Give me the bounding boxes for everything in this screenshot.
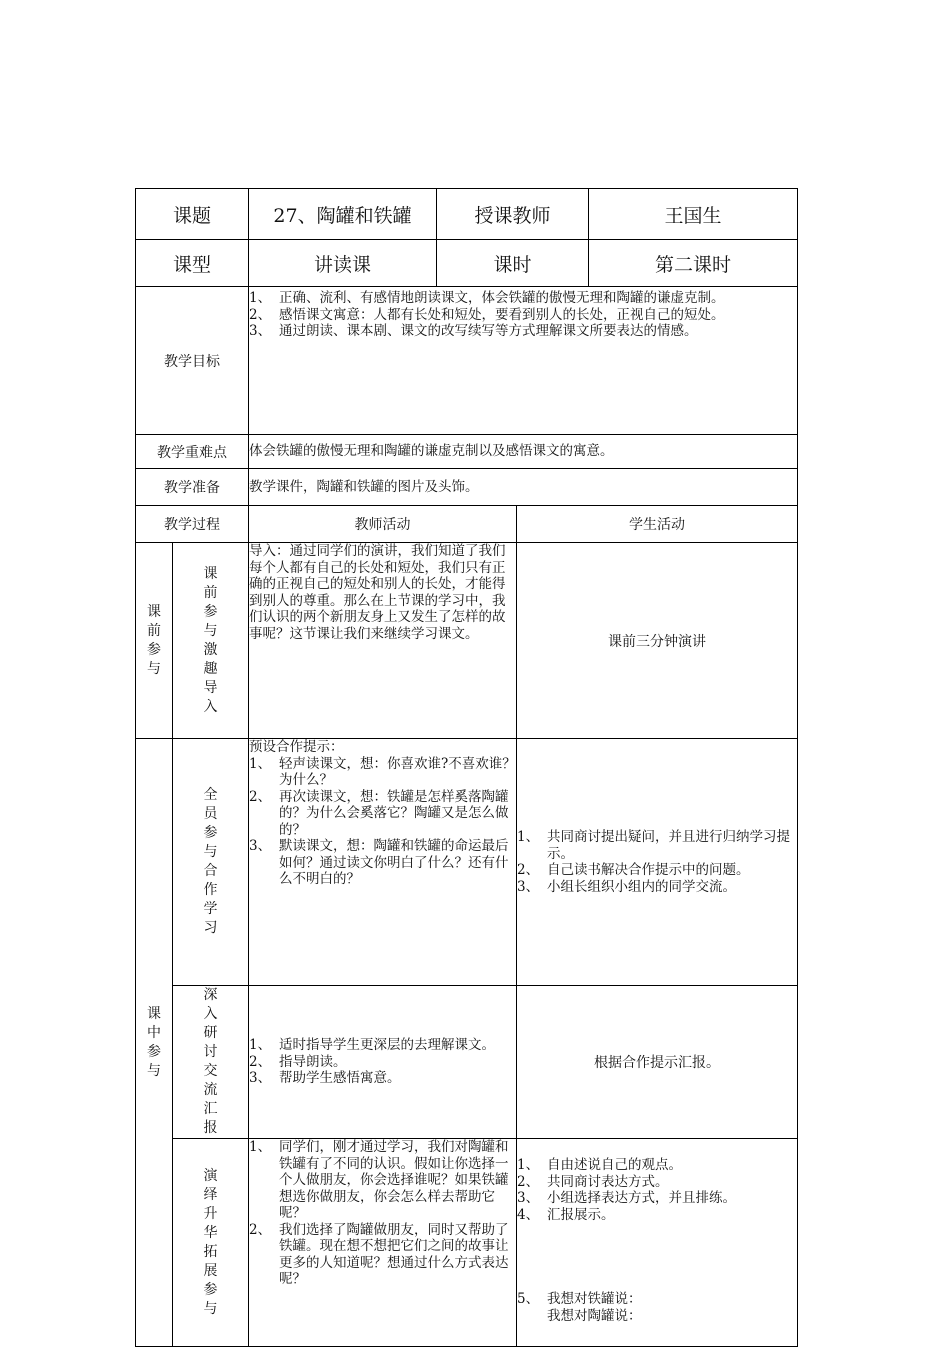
- step-deep-discussion: 深入研讨交流汇报: [173, 986, 249, 1139]
- process-header-row: [136, 506, 798, 543]
- extend-teacher: [249, 1139, 517, 1347]
- preparation-text: 教学课件，陶罐和铁罐的图片及头饰。: [249, 469, 798, 506]
- teacher-label: 授课教师: [437, 189, 589, 240]
- extend-student-item-5: 5、 我想对铁罐说：: [517, 1291, 642, 1307]
- extend-teacher-item: 1、 同学们，刚才通过学习，我们对陶罐和铁罐有了不同的认识。假如让你选择一个人做朋友，你会选择谁呢？如果铁罐想选你做朋友，你会怎么样去帮助它呢？: [249, 1139, 509, 1221]
- goals-label: 教学目标: [136, 287, 249, 435]
- deep-teacher-item: 2、 指导朗读。: [249, 1053, 347, 1070]
- pre-class-row: [136, 543, 798, 739]
- coop-row: [136, 739, 798, 986]
- extend-teacher-list: [249, 1139, 516, 1288]
- topic-label: 课题: [136, 189, 249, 240]
- coop-student: [517, 739, 798, 986]
- extend-teacher-item: 2、 我们选择了陶罐做朋友，同时又帮助了铁罐。现在想不想把它们之间的故事让更多的人知道呢？想通过什么方式表达呢？: [249, 1221, 509, 1287]
- pre-class-teacher: 导入：通过同学们的演讲，我们知道了我们每个人都有自己的长处和短处，我们只有正确的正视自己的短处和别人的长处，才能得到别人的尊重。那么在上节课的学习中，我们认识的两个新朋友身上又发生了怎样的故事呢？这节课让我们来继续学习课文。: [249, 543, 517, 739]
- stage-pre-class: 课前参与: [136, 543, 173, 739]
- coop-student-item: 1、 共同商讨提出疑问，并且进行归纳学习提示。: [517, 829, 791, 862]
- topic-value: 27、陶罐和铁罐: [249, 189, 437, 240]
- coop-teacher-list: [249, 756, 516, 888]
- extend-student-list-2: [517, 1291, 797, 1324]
- coop-teacher-item: 3、 默读课文，想：陶罐和铁罐的命运最后如何？通过读文你明白了什么？还有什么不明白的？: [249, 838, 509, 887]
- step-extension: 演绎升华拓展参与: [173, 1139, 249, 1347]
- coop-student-item: 2、 自己读书解决合作提示中的问题。: [517, 862, 750, 878]
- difficulty-label: 教学重难点: [136, 435, 249, 469]
- deep-teacher-item: 3、 帮助学生感悟寓意。: [249, 1070, 401, 1087]
- coop-student-list: [517, 829, 797, 895]
- step-coop-learning: 全员参与合作学习: [173, 739, 249, 986]
- coop-teacher-item: 1、 轻声读课文，想：你喜欢谁?不喜欢谁？为什么？: [249, 755, 516, 788]
- goal-item: 2、 感悟课文寓意：人都有长处和短处，要看到别人的长处，正视自己的短处。: [249, 306, 725, 323]
- period-value: 第二课时: [589, 240, 798, 287]
- extend-student: [517, 1139, 798, 1347]
- header-row-topic: [136, 189, 798, 240]
- extend-student-item: 3、 小组选择表达方式，并且排练。: [517, 1190, 737, 1206]
- type-value: 讲读课: [249, 240, 437, 287]
- stage-in-class: 课中参与: [136, 739, 173, 1347]
- period-label: 课时: [437, 240, 589, 287]
- difficulty-row: [136, 435, 798, 469]
- extend-student-item: 4、 汇报展示。: [517, 1206, 615, 1223]
- goal-item: 1、 正确、流利、有感情地朗读课文，体会铁罐的傲慢无理和陶罐的谦虚克制。: [249, 290, 725, 306]
- lesson-plan-table: [135, 188, 798, 1347]
- teacher-activity-header: 教师活动: [249, 506, 517, 543]
- teacher-value: 王国生: [589, 189, 798, 240]
- student-activity-header: 学生活动: [517, 506, 798, 543]
- goal-item: 3、 通过朗读、课本剧、课文的改写续写等方式理解课文所要表达的情感。: [249, 323, 698, 339]
- extend-student-item: 1、 自由述说自己的观点。: [517, 1157, 683, 1173]
- goals-list: [249, 290, 797, 340]
- process-label: 教学过程: [136, 506, 249, 543]
- coop-teacher: [249, 739, 517, 986]
- deep-row: [136, 986, 798, 1139]
- coop-teacher-item: 2、 再次读课文，想：铁罐是怎样奚落陶罐的？为什么会奚落它？陶罐又是怎么做的？: [249, 788, 509, 838]
- deep-teacher-list: [249, 1037, 516, 1087]
- step-pre-class-intro: 课前参与激趣导入: [173, 543, 249, 739]
- header-row-type: [136, 240, 798, 287]
- extend-row: [136, 1139, 798, 1347]
- goals-cell: [249, 287, 798, 435]
- goals-row: [136, 287, 798, 435]
- preparation-label: 教学准备: [136, 469, 249, 506]
- type-label: 课型: [136, 240, 249, 287]
- extend-student-item-5-line2: 我想对陶罐说：: [547, 1307, 642, 1324]
- preparation-row: [136, 469, 798, 506]
- extend-student-item: 2、 共同商讨表达方式。: [517, 1173, 669, 1190]
- coop-intro: 预设合作提示：: [249, 739, 344, 755]
- pre-class-student: 课前三分钟演讲: [517, 543, 798, 739]
- deep-teacher: [249, 986, 517, 1139]
- deep-teacher-item: 1、 适时指导学生更深层的去理解课文。: [249, 1037, 496, 1054]
- coop-student-item: 3、 小组长组织小组内的同学交流。: [517, 878, 737, 895]
- extend-student-list: [517, 1157, 797, 1223]
- deep-student: 根据合作提示汇报。: [517, 986, 798, 1139]
- difficulty-text: 体会铁罐的傲慢无理和陶罐的谦虚克制以及感悟课文的寓意。: [249, 435, 798, 469]
